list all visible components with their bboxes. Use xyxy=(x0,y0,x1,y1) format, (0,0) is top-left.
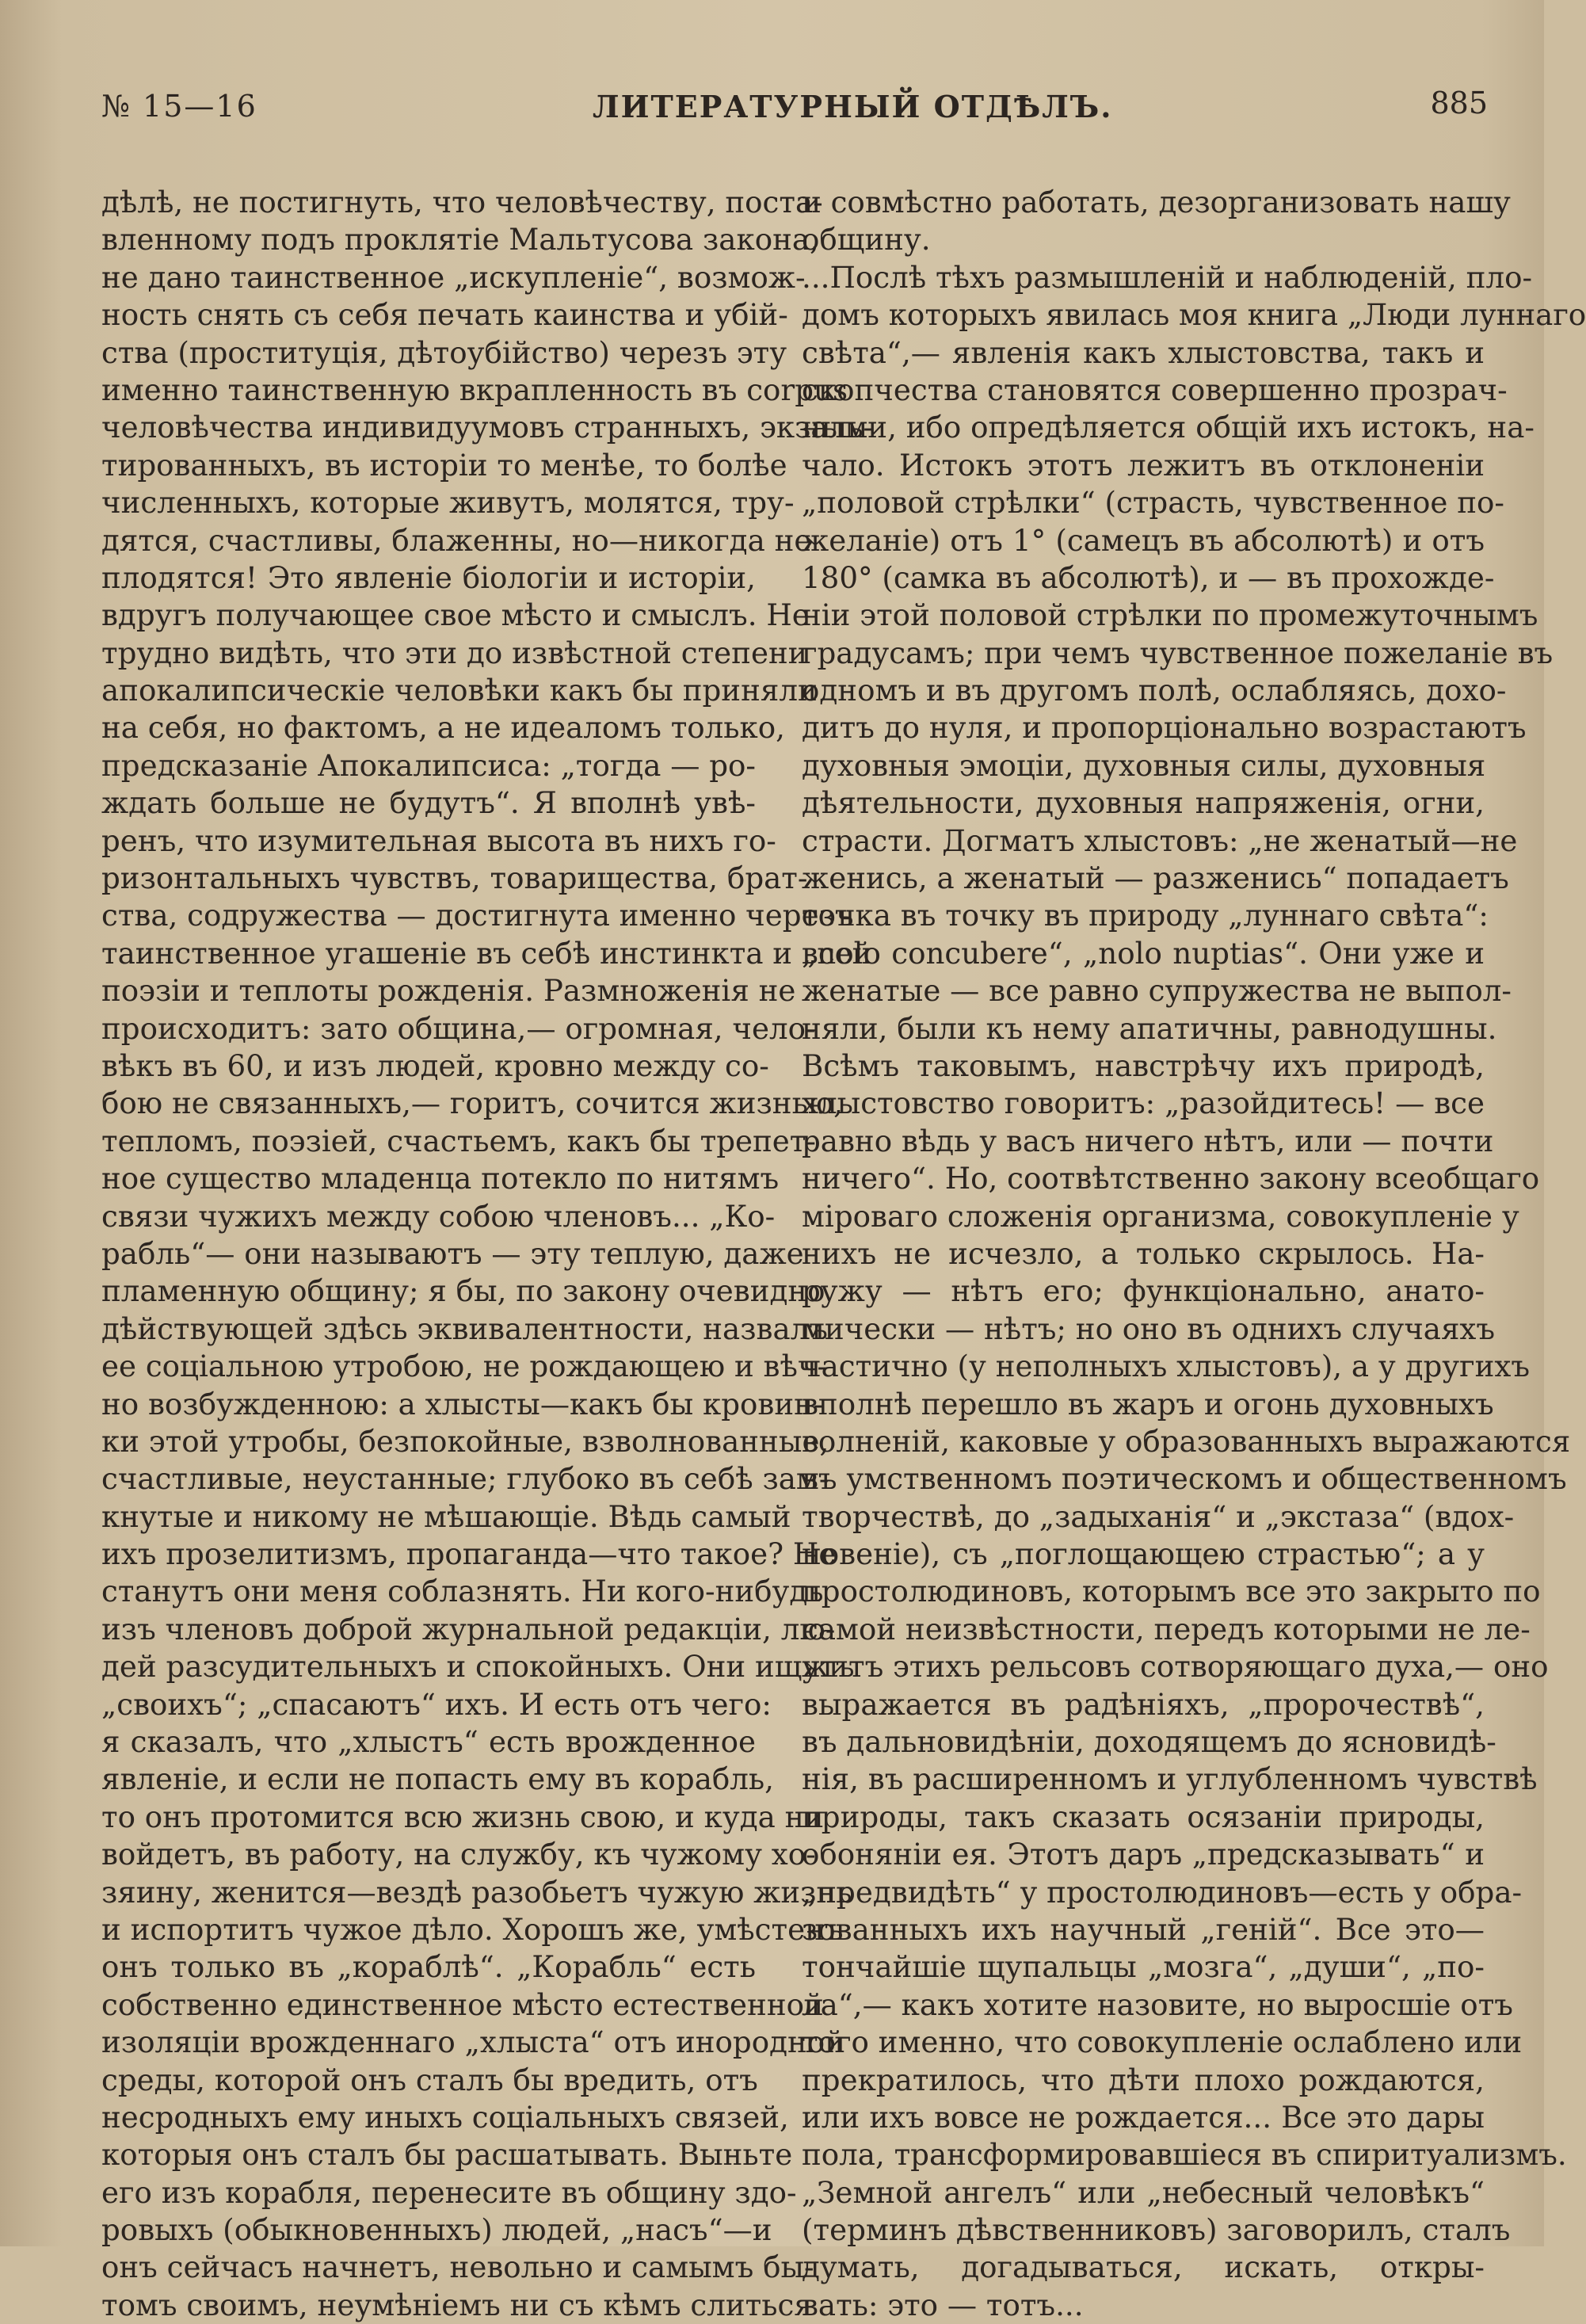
text-line: Всѣмъ таковымъ, навстрѣчу ихъ природѣ, xyxy=(802,1048,1485,1083)
right-text-column xyxy=(802,184,1586,2322)
text-line: станутъ они меня соблазнять. Ни кого-нибудь xyxy=(101,1574,824,1609)
text-line: ничего“. Но, соотвѣтственно закону всеобщаго xyxy=(802,1161,1540,1196)
text-line: таинственное угашеніе въ себѣ инстинкта и всей xyxy=(101,935,872,971)
text-line: изъ членовъ доброй журнальной редакціи, лю- xyxy=(101,1611,836,1647)
text-line: зованныхъ ихъ научный „геній“. Все это— xyxy=(802,1911,1485,1947)
text-line: вать: это — тотъ... xyxy=(802,2287,1084,2322)
text-line: въ дальновидѣніи, доходящемъ до ясновидѣ- xyxy=(802,1724,1496,1760)
text-line: духовныя эмоціи, духовныя силы, духовныя xyxy=(802,747,1486,783)
text-line: ное существо младенца потекло по нитямъ xyxy=(101,1161,780,1196)
text-line: вполнѣ перешло въ жаръ и огонь духовныхъ xyxy=(802,1386,1494,1421)
text-line: ность снять съ себя печать каинства и убій- xyxy=(101,297,788,333)
text-line: трудно видѣть, что эти до извѣстной степени xyxy=(101,635,808,670)
text-line: женатые — все равно супружества не выпол- xyxy=(802,973,1512,1009)
text-line: того именно, что совокупленіе ослаблено или xyxy=(802,2024,1523,2060)
text-line: явленіе, и если не попасть ему въ корабль, xyxy=(101,1761,774,1797)
text-line: тончайшіе щупальцы „мозга“, „души“, „по- xyxy=(802,1949,1485,1985)
text-line: именно таинственную вкрапленность въ corpus xyxy=(101,372,848,407)
text-line: собственно единственное мѣсто естественной xyxy=(101,1986,824,2022)
text-line: дѣлѣ, не постигнуть, что человѣчеству, поста- xyxy=(101,185,823,219)
text-line: равно вѣдь у васъ ничего нѣтъ, или — почти xyxy=(802,1123,1494,1158)
text-line: которыя онъ сталъ бы расшатывать. Выньте xyxy=(101,2137,793,2173)
text-line: но возбужденною: а хлысты—какъ бы кровин- xyxy=(101,1386,824,1421)
text-line: томъ своимъ, неумѣніемъ ни съ кѣмъ слиться xyxy=(101,2287,813,2322)
text-line: думать, догадываться, искать, откры- xyxy=(802,2250,1485,2285)
text-line: „предвидѣть“ у простолюдиновъ—есть у обра- xyxy=(802,1874,1523,1910)
text-line: женись, а женатый — разженись“ попадаетъ xyxy=(802,861,1509,896)
text-line: самой неизвѣстности, передъ которыми не ле- xyxy=(802,1611,1531,1647)
text-line: прекратилось, что дѣти плохо рождаются, xyxy=(802,2062,1485,2097)
text-line: изоляціи врожденнаго „хлыста“ отъ инородной xyxy=(101,2024,844,2060)
text-line: дѣйствующей здѣсь эквивалентности, назвалъ xyxy=(101,1311,828,1346)
text-line: дитъ до нуля, и пропорціонально возрастаютъ xyxy=(802,710,1527,746)
text-line: домъ которыхъ явилась моя книга „Люди луннаго xyxy=(802,297,1586,333)
text-line: общину. xyxy=(802,222,931,258)
text-line: предсказаніе Апокалипсиса: „тогда — ро- xyxy=(101,747,756,783)
text-line: и испортитъ чужое дѣло. Хорошъ же, умѣстенъ xyxy=(101,1911,844,1947)
text-line: тированныхъ, въ исторіи то менѣе, то болѣе xyxy=(101,447,787,483)
text-line: простолюдиновъ, которымъ все это закрыто по xyxy=(802,1574,1541,1609)
text-line: творчествѣ, до „задыханія“ и „экстаза“ (вдох- xyxy=(802,1498,1515,1534)
text-line: тепломъ, поэзіей, счастьемъ, какъ бы трепет- xyxy=(101,1123,816,1158)
text-line: вѣкъ въ 60, и изъ людей, кровно между со- xyxy=(101,1048,769,1083)
text-line: скопчества становятся совершенно прозрач- xyxy=(802,372,1508,407)
text-line: житъ этихъ рельсовъ сотворяющаго духа,— оно xyxy=(802,1649,1549,1685)
text-line: ждать больше не будутъ“. Я вполнѣ увѣ- xyxy=(101,785,756,821)
text-line: страсти. Догматъ хлыстовъ: „не женатый—не xyxy=(802,822,1518,858)
text-line: новеніе), съ „поглощающею страстью“; а у xyxy=(802,1536,1485,1572)
text-line: не дано таинственное „искупленіе“, возмож- xyxy=(101,259,806,295)
text-line: въ умственномъ поэтическомъ и общественномъ xyxy=(802,1461,1567,1497)
text-line: ніи этой половой стрѣлки по промежуточнымъ xyxy=(802,597,1538,633)
text-line: ...Послѣ тѣхъ размышленій и наблюденій, пло- xyxy=(802,259,1533,295)
text-line: плодятся! Это явленіе біологіи и исторіи, xyxy=(101,559,756,595)
text-line: чало. Истокъ этотъ лежитъ въ отклоненіи xyxy=(802,447,1485,483)
text-line: войдетъ, въ работу, на службу, къ чужому хо- xyxy=(101,1837,816,1872)
page-number: 885 xyxy=(1430,86,1488,120)
text-line: градусамъ; при чемъ чувственное пожеланіе въ xyxy=(802,635,1554,670)
text-line: связи чужихъ между собою членовъ... „Ко- xyxy=(101,1198,776,1234)
text-line: и совмѣстно работать, дезорганизовать нашу xyxy=(802,185,1511,219)
text-line: ихъ прозелитизмъ, пропаганда—что такое? Не xyxy=(101,1536,837,1572)
text-line: апокалипсическіе человѣки какъ бы приняли xyxy=(101,673,818,708)
text-line: бою не связанныхъ,— горитъ, сочится жизнью, xyxy=(101,1086,844,1121)
text-line: міроваго сложенія организма, совокупленіе у xyxy=(802,1198,1519,1234)
page-header xyxy=(101,86,1488,136)
text-line: происходитъ: зато община,— огромная, чело- xyxy=(101,1010,816,1046)
text-line: или ихъ вовсе не рождается... Все это дары xyxy=(802,2099,1485,2135)
text-line: нія, въ расширенномъ и углубленномъ чувствѣ xyxy=(802,1761,1538,1797)
text-line: ровыхъ (обыкновенныхъ) людей, „насъ“—и xyxy=(101,2212,772,2248)
text-line: дѣятельности, духовныя напряженія, огни, xyxy=(802,785,1485,821)
text-line: няли, были къ нему апатичны, равнодушны. xyxy=(802,1010,1497,1046)
text-line: рабль“— они называютъ — эту теплую, даже xyxy=(101,1235,804,1271)
text-line: нихъ не исчезло, а только скрылось. На- xyxy=(802,1235,1485,1271)
text-line: численныхъ, которые живутъ, молятся, тру- xyxy=(101,485,795,521)
text-line: (терминъ дѣвственниковъ) заговорилъ, сталъ xyxy=(802,2212,1511,2248)
issue-number: № 15—16 xyxy=(101,89,257,124)
text-line: обоняніи ея. Этотъ даръ „предсказывать“ и xyxy=(802,1837,1485,1872)
text-line: ства (проституція, дѣтоубійство) черезъ эту xyxy=(101,334,787,370)
text-line: кнутые и никому не мѣшающіе. Вѣдь самый xyxy=(101,1498,791,1534)
text-line: счастливые, неустанные; глубоко въ себѣ зам- xyxy=(101,1461,829,1497)
text-line: одномъ и въ другомъ полѣ, ослабляясь, дохо- xyxy=(802,673,1507,708)
text-line: пламенную общину; я бы, по закону очевидно xyxy=(101,1273,825,1309)
section-title: ЛИТЕРАТУРНЫЙ ОТДѢЛЪ. xyxy=(593,89,1113,124)
text-line: ризонтальныхъ чувствъ, товарищества, брат- xyxy=(101,861,808,896)
text-line: природы, такъ сказать осязаніи природы, xyxy=(802,1799,1485,1834)
text-line: человѣчества индивидуумовъ странныхъ, экзаль- xyxy=(101,410,874,445)
text-line: ла“,— какъ хотите назовите, но выросшіе отъ xyxy=(802,1986,1513,2022)
text-line: онъ сейчасъ начнетъ, невольно и самымъ бы- xyxy=(101,2250,814,2285)
text-line: вленному подъ проклятіе Мальтусова закона, xyxy=(101,222,819,258)
text-line: несродныхъ ему иныхъ соціальныхъ связей, xyxy=(101,2099,789,2135)
text-line: пола, трансформировавшіеся въ спиритуализмъ. xyxy=(802,2137,1567,2173)
text-line: мически — нѣтъ; но оно въ однихъ случаяхъ xyxy=(802,1311,1496,1346)
text-line: поэзіи и теплоты рожденія. Размноженія не xyxy=(101,973,796,1009)
text-line: ее соціальною утробою, не рождающею и вѣч- xyxy=(101,1349,828,1384)
text-line: вдругъ получающее свое мѣсто и смыслъ. Не xyxy=(101,597,810,633)
text-line: точка въ точку въ природу „луннаго свѣта“: xyxy=(802,898,1489,933)
text-line: я сказалъ, что „хлыстъ“ есть врожденное xyxy=(101,1724,756,1760)
text-line: онъ только въ „кораблѣ“. „Корабль“ есть xyxy=(101,1949,756,1985)
text-line: то онъ протомится всю жизнь свою, и куда ни xyxy=(101,1799,825,1834)
text-line: выражается въ радѣніяхъ, „пророчествѣ“, xyxy=(802,1686,1485,1722)
text-line: свѣта“,— явленія какъ хлыстовства, такъ и xyxy=(802,334,1485,370)
text-line: дятся, счастливы, блаженны, но—никогда не xyxy=(101,522,812,558)
text-line: „Земной ангелъ“ или „небесный человѣкъ“ xyxy=(802,2174,1485,2210)
text-line: „nolo concubere“, „nolo nuptias“. Они уже и xyxy=(802,935,1485,971)
text-line: ружу — нѣтъ его; функціонально, анато- xyxy=(802,1273,1485,1309)
text-line: дей разсудительныхъ и спокойныхъ. Они ищутъ xyxy=(101,1649,855,1685)
text-line: 180° (самка въ абсолютѣ), и — въ прохожде- xyxy=(802,559,1495,595)
text-line: волненій, каковые у образованныхъ выражаются xyxy=(802,1423,1571,1459)
text-line: ки этой утробы, безпокойные, взволнованные, xyxy=(101,1423,829,1459)
text-line: „своихъ“; „спасаютъ“ ихъ. И есть отъ чего: xyxy=(101,1686,772,1722)
text-line: на себя, но фактомъ, а не идеаломъ только, xyxy=(101,710,785,746)
text-line: хлыстовство говоритъ: „разойдитесь! — все xyxy=(802,1086,1485,1121)
text-line: среды, которой онъ сталъ бы вредить, отъ xyxy=(101,2062,758,2097)
text-line: желаніе) отъ 1° (самецъ въ абсолютѣ) и отъ xyxy=(802,522,1485,558)
text-line: зяину, женится—вездѣ разобьетъ чужую жизнь xyxy=(101,1874,852,1910)
text-line: ренъ, что изумительная высота въ нихъ го- xyxy=(101,822,776,858)
left-text-column xyxy=(101,184,874,2322)
text-line: его изъ корабля, перенесите въ общину здо- xyxy=(101,2174,797,2210)
text-line: ства, содружества — достигнута именно черезъ xyxy=(101,898,854,933)
text-line: ными, ибо опредѣляется общій ихъ истокъ, на- xyxy=(802,410,1535,445)
text-line: частично (у неполныхъ хлыстовъ), а у другихъ xyxy=(802,1349,1531,1384)
text-line: „половой стрѣлки“ (страсть, чувственное по- xyxy=(802,485,1504,521)
